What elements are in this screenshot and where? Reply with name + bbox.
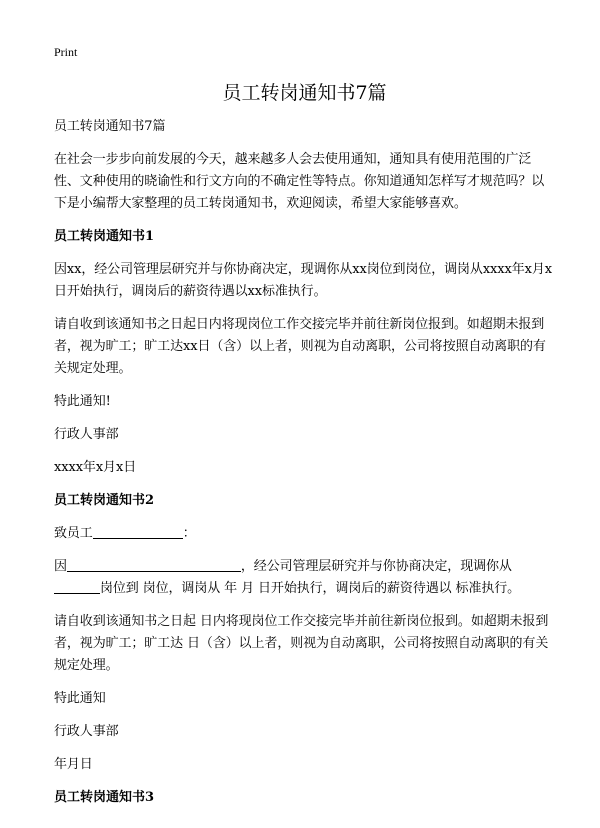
- notice1-closing: 特此通知!: [54, 394, 111, 409]
- intro-heading-line: 员工转岗通知书7篇: [54, 119, 166, 134]
- notice2-salutation: [54, 523, 555, 545]
- notice2-closing: 特此通知: [54, 691, 106, 706]
- notice2-paragraph-2: 请自收到该通知书之日起 日内将现岗位工作交接完毕并前往新岗位报到。如超期未报到者，视为旷工；旷工达 日（含）以上者，则视为自动离职，公司将按照自动离职的有关规定处理。: [54, 614, 549, 673]
- p1-prefix: 因: [54, 559, 67, 574]
- from-post-blank: [54, 579, 100, 594]
- p1-suffix: 岗位到 岗位，调岗从 年 月 日开始执行，调岗后的薪资待遇以 标准执行。: [100, 581, 521, 596]
- notice1-paragraph-2: 请自收到该通知书之日起日内将现岗位工作交接完毕并前往新岗位报到。如超期未报到者，视为旷工；旷工达xx日（含）以上者，则视为自动离职，公司将按照自动离职的有关规定处理。: [54, 317, 546, 376]
- document-title: 员工转岗通知书7篇: [222, 82, 387, 104]
- notice2-department: 行政人事部: [54, 724, 119, 739]
- notice1-department: 行政人事部: [54, 427, 119, 442]
- notice1-heading: 员工转岗通知书1: [54, 229, 155, 244]
- employee-name-blank: [93, 524, 183, 539]
- salutation-prefix: 致员工: [54, 526, 93, 541]
- p1-middle: ，经公司管理层研究并与你协商决定，现调你从: [240, 559, 512, 574]
- intro-paragraph: 在社会一步步向前发展的今天，越来越多人会去使用通知，通知具有使用范围的广泛性、文种使用的晓谕性和行文方向的不确定性等特点。你知道通知怎样写才规范吗？以下是小编帮大家整理的员工转岗通知书，欢迎阅读，希望大家能够喜欢。: [54, 152, 545, 211]
- notice1-paragraph-1: 因xx，经公司管理层研究并与你协商决定，现调你从xx岗位到岗位，调岗从xxxx年x月x日开始执行，调岗后的薪资待遇以xx标准执行。: [54, 262, 553, 299]
- notice2-paragraph-1: [54, 556, 555, 600]
- reason-blank: [67, 557, 241, 572]
- notice2-date: 年月日: [54, 757, 93, 772]
- print-label[interactable]: Print: [54, 45, 78, 59]
- notice2-heading: 员工转岗通知书2: [54, 493, 155, 508]
- notice3-heading: 员工转岗通知书3: [54, 790, 155, 805]
- salutation-suffix: ：: [182, 526, 196, 541]
- notice1-date: xxxx年x月x日: [54, 460, 137, 475]
